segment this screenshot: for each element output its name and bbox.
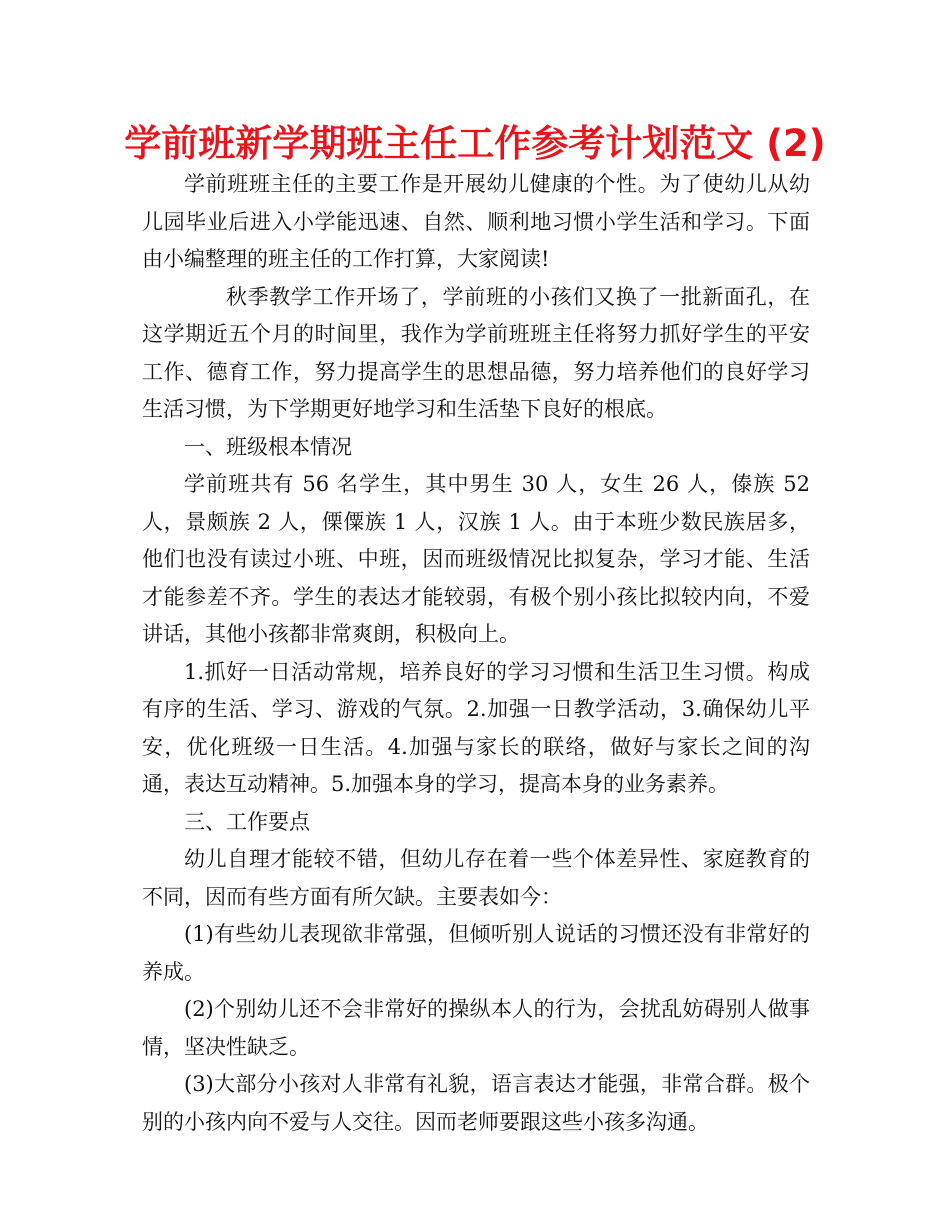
autumn-paragraph: 秋季教学工作开场了，学前班的小孩们又换了一批新面孔，在这学期近五个月的时间里，我作为学前班班主任将努力抓好学生的平安工作、德育工作，努力提高学生的思想品德，努力培养他们的良好学习生活习惯，为下学期更好地学习和生活垫下良好的根底。 bbox=[142, 284, 810, 421]
document-body bbox=[142, 166, 810, 1141]
list-item-2: (2)个别幼儿还不会非常好的操纵本人的行为，会扰乱妨碍别人做事情，坚决性缺乏。 bbox=[142, 997, 810, 1059]
document-title: 学前班新学期班主任工作参考计划范文 (2) bbox=[124, 122, 826, 165]
section-heading-class-situation: 一、班级根本情况 bbox=[184, 434, 352, 459]
intro-paragraph: 学前班班主任的主要工作是开展幼儿健康的个性。为了使幼儿从幼儿园毕业后进入小学能迅速、自然、顺利地习惯小学生活和学习。下面由小编整理的班主任的工作打算，大家阅读! bbox=[142, 172, 810, 271]
self-care-paragraph: 幼儿自理才能较不错，但幼儿存在着一些个体差异性、家庭教育的不同，因而有些方面有所欠缺。主要表如今： bbox=[142, 847, 810, 909]
section-heading-work-points: 三、工作要点 bbox=[184, 809, 310, 834]
list-item-3: (3)大部分小孩对人非常有礼貌，语言表达才能强，非常合群。极个别的小孩内向不爱与人交往。因而老师要跟这些小孩多沟通。 bbox=[142, 1072, 810, 1134]
class-situation-paragraph: 学前班共有 56 名学生，其中男生 30 人，女生 26 人，傣族 52 人，景颇族 2 人，傈僳族 1 人，汉族 1 人。由于本班少数民族居多，他们也没有读过小班、中班，因而班级情况比拟复杂，学习才能、生活才能参差不齐。学生的表达才能较弱，有极个别小孩比拟较内向，不爱讲话，其他小孩都非常爽朗，积极向上。 bbox=[142, 472, 810, 646]
list-item-1: (1)有些幼儿表现欲非常强，但倾听别人说话的习惯还没有非常好的养成。 bbox=[142, 922, 810, 984]
goals-paragraph: 1.抓好一日活动常规，培养良好的学习习惯和生活卫生习惯。构成有序的生活、学习、游戏的气氛。2.加强一日教学活动，3.确保幼儿平安，优化班级一日生活。4.加强与家长的联络，做好与家长之间的沟通，表达互动精神。5.加强本身的学习，提高本身的业务素养。 bbox=[142, 659, 810, 796]
